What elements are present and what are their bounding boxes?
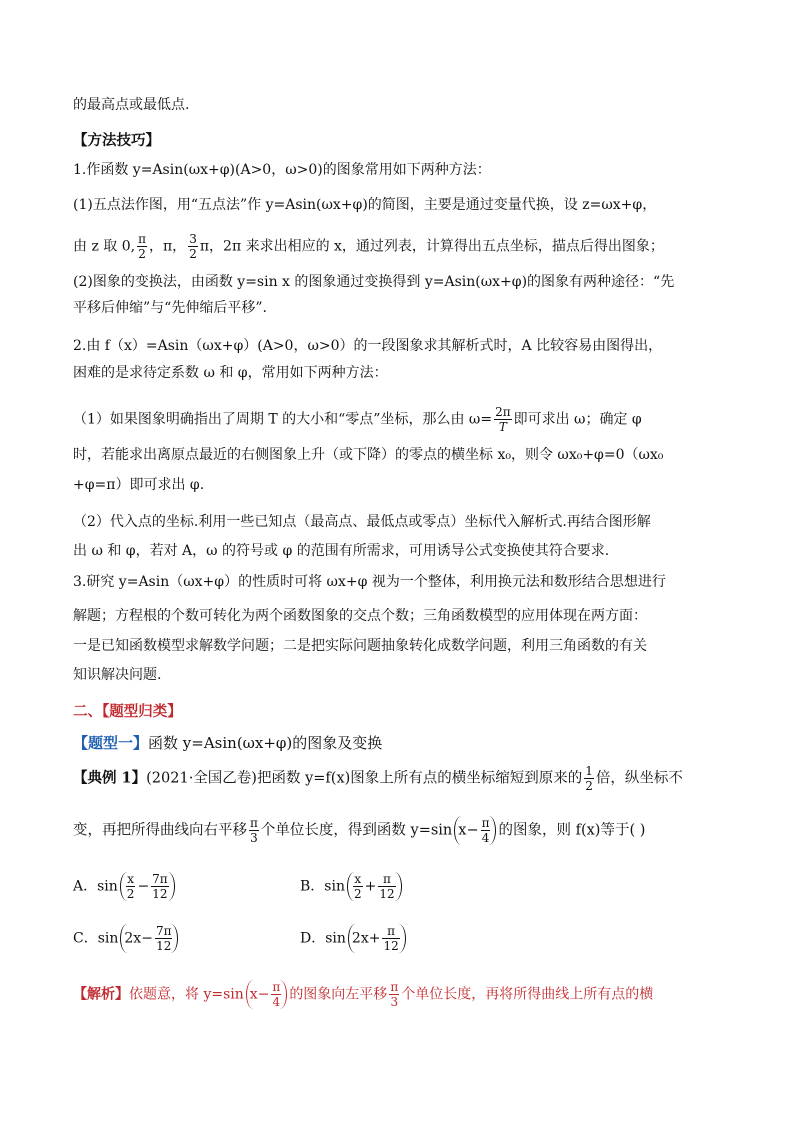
methods-p4a: 2.由 f（x）=Asin（ωx+φ）(A>0，ω>0）的一段图象求其解析式时，A 比较容易由图得出， <box>73 338 663 354</box>
fraction-3-over-2: $\frac{3}{2}$ <box>189 232 197 261</box>
analysis-fraction: $\frac{\pi}{3}$ <box>390 980 399 1009</box>
example-line1-post: 倍，纵坐标不 <box>595 770 683 787</box>
analysis-mid: 的图象向左平移 <box>289 986 388 1003</box>
fraction-pi-over-3: $\frac{\pi}{3}$ <box>250 816 258 845</box>
fraction-1-over-2: $\frac{1}{2}$ <box>585 764 593 793</box>
example-line2-a: 变，再把所得曲线向右平移 <box>73 822 247 839</box>
methods-p5b: 时，若能求出离原点最近的右侧图象上升（或下降）的零点的横坐标 x₀，则令 ωx₀+φ=0（ωx₀ <box>73 447 664 463</box>
p2b-mid: ，π， <box>148 238 187 255</box>
analysis-post: 个单位长度，再将所得曲线上所有点的横 <box>401 986 654 1003</box>
methods-p6a: （2）代入点的坐标.利用一些已知点（最高点、最低点或零点）坐标代入解析式.再结合图形解 <box>73 514 651 530</box>
paren-x-minus-pi-over-4: x− $\frac{\pi}{4}$ <box>454 816 496 845</box>
type1-heading <box>73 733 382 753</box>
p2b-post: ，2π 来求出相应的 x，通过列表，计算得出五点坐标，描点后得出图象； <box>209 238 664 255</box>
example-tag: 【典例 1】 <box>73 769 147 787</box>
option-c[interactable]: C．sin 2x− $\frac{7\pi}{12}$ <box>73 924 180 953</box>
p2b-pre: 由 z 取 0, <box>73 238 136 255</box>
example-line1 <box>73 764 683 793</box>
p5a-post: 即可求出 ω；确定 φ <box>513 411 642 428</box>
type1-tag: 【题型一】 <box>73 734 149 752</box>
methods-p7c: 一是已知函数模型求解数学问题；二是把实际问题抽象转化成数学问题，利用三角函数的有关 <box>73 638 647 654</box>
methods-p2b <box>73 232 664 261</box>
example-line2-c: 的图象，则 f(x)等于( ) <box>498 822 646 839</box>
example-line2 <box>73 816 645 845</box>
option-d[interactable]: D．sin 2x+ $\frac{\pi}{12}$ <box>300 924 408 953</box>
methods-p3a: (2)图象的变换法，由函数 y=sin x 的图象通过变换得到 y=Asin(ωx+φ)的图象有两种途径：“先 <box>73 274 675 290</box>
analysis-line <box>73 980 653 1009</box>
analysis-pre: 依题意，将 y=sin <box>129 986 244 1003</box>
example-line1-pre: (2021·全国乙卷)把函数 y=f(x)图象上所有点的横坐标缩短到原来的 <box>146 770 583 787</box>
analysis-paren: x− $\frac{\pi}{4}$ <box>246 980 288 1009</box>
methods-p7b: 解题；方程根的个数可转化为两个函数图象的交点个数；三角函数模型的应用体现在两方面： <box>73 608 647 624</box>
option-b[interactable]: B．sin $\frac{x}{2}$ + $\frac{\pi}{12}$ <box>300 872 404 901</box>
methods-p1: 1.作函数 y=Asin(ωx+φ)(A>0，ω>0)的图象常用如下两种方法： <box>73 162 491 178</box>
methods-p4b: 困难的是求待定系数 ω 和 φ，常用如下两种方法： <box>73 365 388 381</box>
methods-heading: 【方法技巧】 <box>73 132 160 149</box>
analysis-tag: 【解析】 <box>73 986 129 1003</box>
fraction-pi-over-2: $\frac{\pi}{2}$ <box>138 232 146 261</box>
pi-symbol: π <box>199 238 210 255</box>
example-line2-b: 个单位长度，得到函数 y=sin <box>260 822 453 839</box>
methods-p2a: (1)五点法作图，用“五点法”作 y=Asin(ωx+φ)的简图，主要是通过变量代换，设 z=ωx+φ， <box>73 197 657 213</box>
fraction-2pi-over-T: $\frac{2\pi}{T}$ <box>495 405 511 434</box>
methods-p7d: 知识解决问题. <box>73 667 162 683</box>
section-heading: 二、【题型归类】 <box>73 703 182 720</box>
methods-p7a: 3.研究 y=Asin（ωx+φ）的性质时可将 ωx+φ 视为一个整体，利用换元法和数形结合思想进行 <box>73 574 666 590</box>
methods-p5c: +φ=π）即可求出 φ. <box>73 477 205 493</box>
option-a[interactable]: A．sin $\frac{x}{2}$ − $\frac{7\pi}{12}$ <box>73 872 177 901</box>
methods-p5a <box>73 405 642 434</box>
type1-title: 函数 y=Asin(ωx+φ)的图象及变换 <box>148 734 383 752</box>
methods-p6b: 出 ω 和 φ，若对 A，ω 的符号或 φ 的范围有所需求，可用诱导公式变换使其符合要求. <box>73 543 610 559</box>
methods-p3b: 平移后伸缩”与“先伸缩后平移”. <box>73 300 267 316</box>
intro-tail: 的最高点或最低点. <box>73 97 190 113</box>
p5a-pre: （1）如果图象明确指出了周期 T 的大小和“零点”坐标，那么由 ω= <box>73 411 493 428</box>
